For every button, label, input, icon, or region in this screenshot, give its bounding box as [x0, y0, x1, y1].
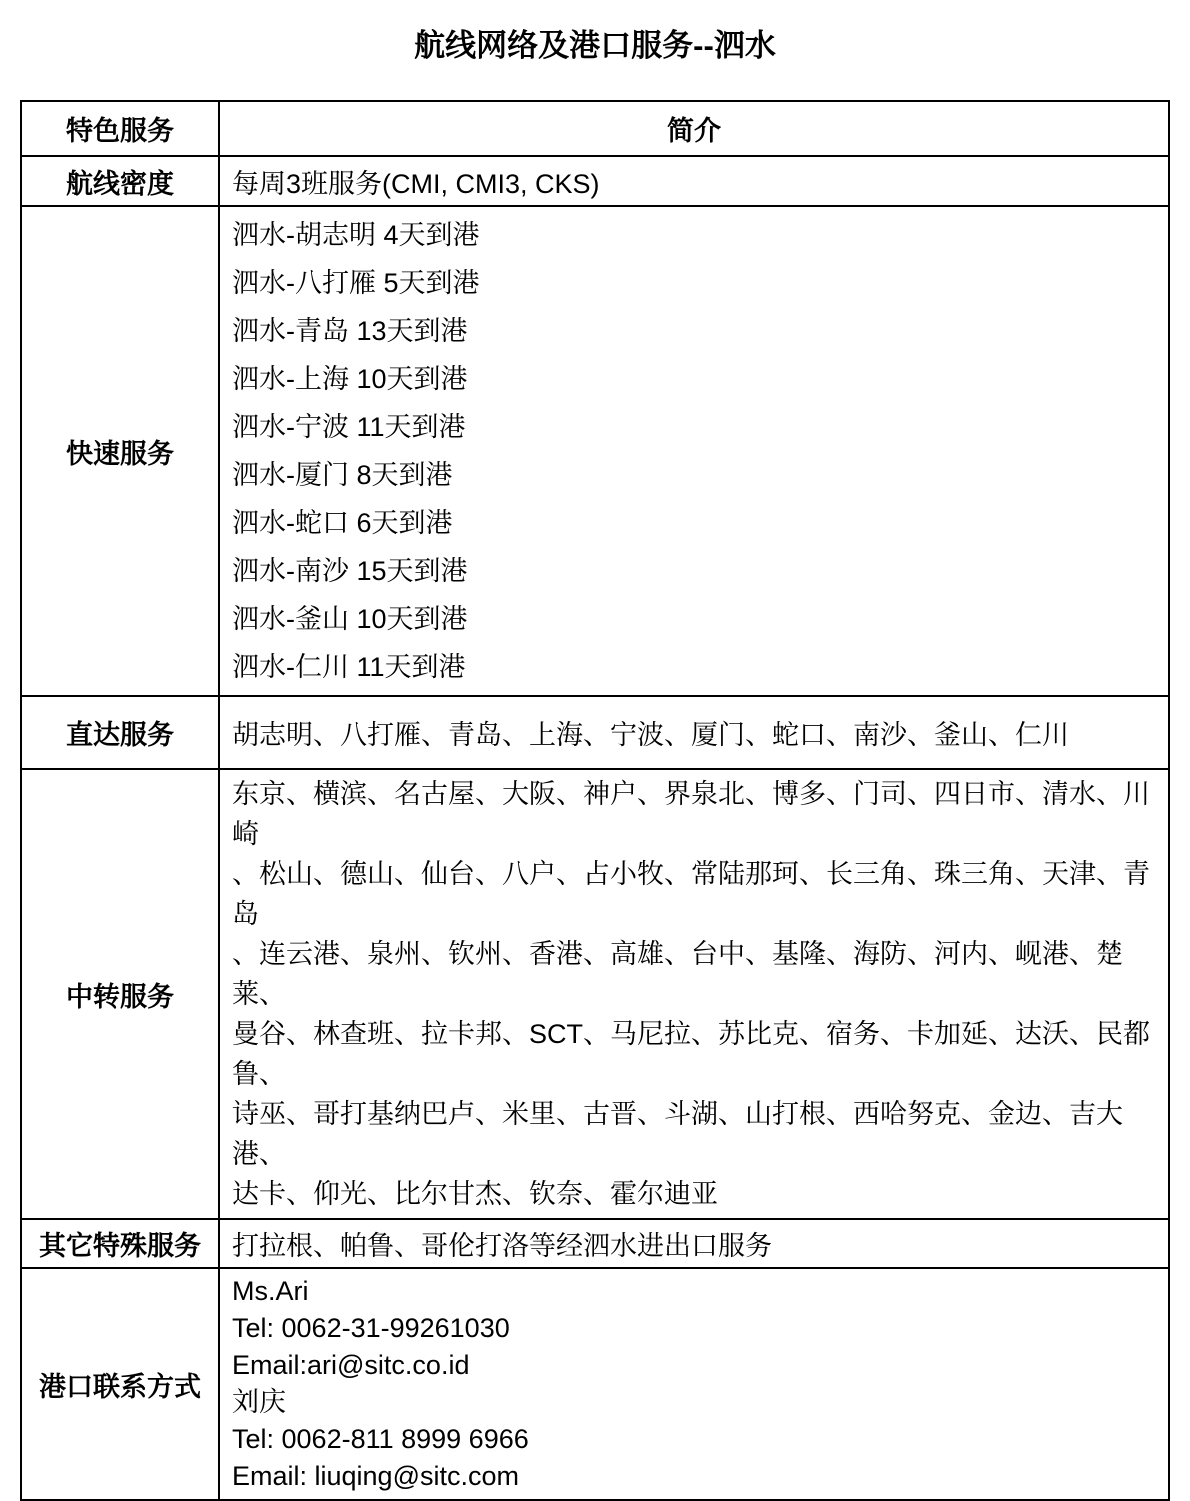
content-line: 打拉根、帕鲁、哥伦打洛等经泗水进出口服务 — [232, 1231, 772, 1261]
contact-email: Email: liuqing@sitc.com — [232, 1461, 519, 1491]
row-label-other-special-service: 其它特殊服务 — [21, 1219, 219, 1268]
row-route-density — [21, 156, 1169, 206]
express-route-line: 泗水-南沙 15天到港 — [232, 556, 468, 586]
contact-name: Ms.Ari — [232, 1276, 309, 1306]
row-label-express-service: 快速服务 — [21, 206, 219, 696]
express-route-line: 泗水-上海 10天到港 — [232, 364, 468, 394]
row-label-port-contact: 港口联系方式 — [21, 1268, 219, 1500]
express-route-line: 泗水-厦门 8天到港 — [232, 460, 453, 490]
row-direct-service — [21, 696, 1169, 769]
row-other-special-service — [21, 1219, 1169, 1268]
express-route-line: 泗水-宁波 11天到港 — [232, 412, 466, 442]
row-label-route-density: 航线密度 — [21, 156, 219, 206]
row-content-express-service — [219, 206, 1169, 696]
express-route-line: 泗水-青岛 13天到港 — [232, 316, 468, 346]
transfer-ports-line: 曼谷、林查班、拉卡邦、SCT、马尼拉、苏比克、宿务、卡加延、达沃、民都鲁、 — [232, 1019, 1150, 1089]
contact-tel: Tel: 0062-811 8999 6966 — [232, 1424, 529, 1454]
contact-name: 刘庆 — [232, 1387, 286, 1417]
row-content-route-density — [219, 156, 1169, 206]
contact-email: Email:ari@sitc.co.id — [232, 1350, 470, 1380]
row-content-transfer-service — [219, 769, 1169, 1219]
content-line: 每周3班服务(CMI, CMI3, CKS) — [232, 168, 600, 199]
row-port-contact — [21, 1268, 1169, 1500]
row-content-direct-service — [219, 696, 1169, 769]
express-route-line: 泗水-胡志明 4天到港 — [232, 220, 480, 250]
row-content-other-special-service — [219, 1219, 1169, 1268]
table-header-row — [21, 101, 1169, 156]
express-route-line: 泗水-釜山 10天到港 — [232, 604, 468, 634]
header-feature-services: 特色服务 — [21, 101, 219, 156]
transfer-ports-line: 诗巫、哥打基纳巴卢、米里、古晋、斗湖、山打根、西哈努克、金边、吉大港、 — [232, 1099, 1123, 1169]
row-transfer-service — [21, 769, 1169, 1219]
header-introduction: 简介 — [219, 101, 1169, 156]
express-route-line: 泗水-蛇口 6天到港 — [232, 508, 453, 538]
services-table — [20, 100, 1170, 1501]
page-title: 航线网络及港口服务--泗水 — [414, 28, 776, 63]
row-label-direct-service: 直达服务 — [21, 696, 219, 769]
row-label-transfer-service: 中转服务 — [21, 769, 219, 1219]
contact-tel: Tel: 0062-31-99261030 — [232, 1313, 510, 1343]
row-content-port-contact — [219, 1268, 1169, 1500]
transfer-ports-line: 东京、横滨、名古屋、大阪、神户、界泉北、博多、门司、四日市、清水、川崎 — [232, 779, 1150, 849]
transfer-ports-line: 达卡、仰光、比尔甘杰、钦奈、霍尔迪亚 — [232, 1179, 718, 1209]
transfer-ports-line: 、连云港、泉州、钦州、香港、高雄、台中、基隆、海防、河内、岘港、楚莱、 — [232, 939, 1123, 1009]
content-line: 胡志明、八打雁、青岛、上海、宁波、厦门、蛇口、南沙、釜山、仁川 — [232, 720, 1069, 750]
row-express-service — [21, 206, 1169, 696]
express-route-line: 泗水-八打雁 5天到港 — [232, 268, 480, 298]
express-route-line: 泗水-仁川 11天到港 — [232, 652, 466, 682]
transfer-ports-line: 、松山、德山、仙台、八户、占小牧、常陆那珂、长三角、珠三角、天津、青岛 — [232, 859, 1150, 929]
